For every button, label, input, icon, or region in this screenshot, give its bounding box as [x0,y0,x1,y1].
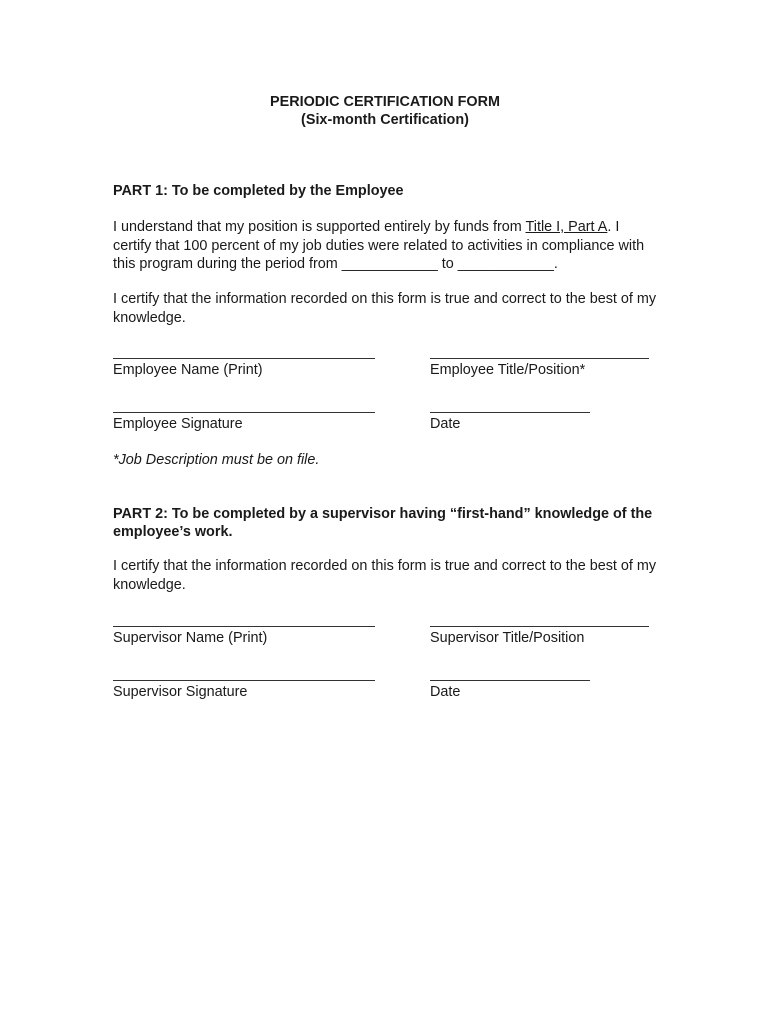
employee-title-label: Employee Title/Position* [430,362,586,378]
employee-name-label: Employee Name (Print) [113,362,263,378]
supervisor-signature-label: Supervisor Signature [113,684,248,700]
part1-paragraph-1 [113,218,658,274]
part1-paragraph-2: I certify that the information recorded on this form is true and correct to the best of my knowledge. [113,291,657,326]
part2-heading: PART 2: To be completed by a supervisor having “first-hand” knowledge of the employee’s work. [113,506,653,540]
part1-heading: PART 1: To be completed by the Employee [113,183,404,199]
employee-signature-line[interactable] [113,412,375,413]
supervisor-date-label: Date [430,684,461,700]
supervisor-name-line[interactable] [113,626,375,627]
employee-date-label: Date [430,416,461,432]
part2-paragraph: I certify that the information recorded on this form is true and correct to the best of my knowledge. [113,558,657,593]
supervisor-title-label: Supervisor Title/Position [430,630,585,646]
form-title: PERIODIC CERTIFICATION FORM [270,94,500,110]
employee-name-line[interactable] [113,358,375,359]
supervisor-name-label: Supervisor Name (Print) [113,630,268,646]
part1-paragraph-1-end: . I certify that 100 percent of my job duties were related to activities in compliance with this program during the period from ____________ to ____________. [113,219,645,272]
job-description-footnote: *Job Description must be on file. [113,452,320,468]
part1-paragraph-1-start: I understand that my position is supported entirely by funds from [113,219,526,235]
employee-title-line[interactable] [430,358,649,359]
supervisor-date-line[interactable] [430,680,590,681]
supervisor-signature-line[interactable] [113,680,375,681]
title-i-part-a-link: Title I, Part A [525,219,608,235]
employee-signature-label: Employee Signature [113,416,243,432]
form-subtitle: (Six-month Certification) [301,112,469,128]
supervisor-title-line[interactable] [430,626,649,627]
employee-date-line[interactable] [430,412,590,413]
